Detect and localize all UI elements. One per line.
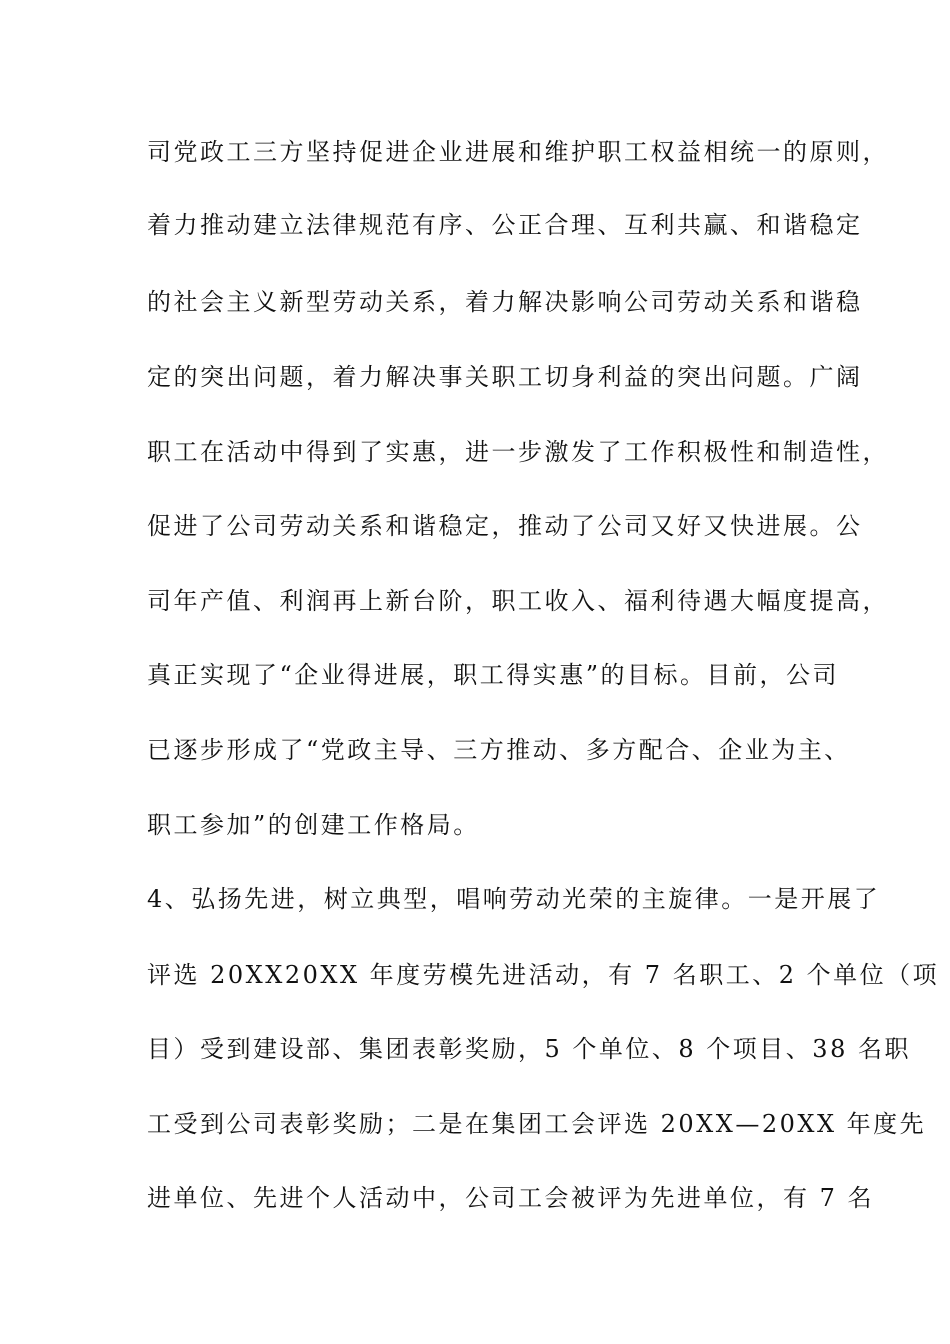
text-line: 职工参加”的创建工作格局。 bbox=[147, 811, 480, 839]
text-line: 工受到公司表彰奖励；二是在集团工会评选 20XX—20XX 年度先 bbox=[147, 1110, 927, 1138]
text-line: 司党政工三方坚持促进企业进展和维护职工权益相统一的原则， bbox=[147, 138, 889, 166]
text-line: 着力推动建立法律规范有序、公正合理、互利共赢、和谐稳定 bbox=[147, 211, 863, 239]
text-line: 真正实现了“企业得进展，职工得实惠”的目标。目前，公司 bbox=[147, 661, 840, 689]
text-line: 促进了公司劳动关系和谐稳定，推动了公司又好又快进展。公 bbox=[147, 512, 863, 540]
text-line: 已逐步形成了“党政主导、三方推动、多方配合、企业为主、 bbox=[147, 736, 851, 764]
text-line: 目）受到建设部、集团表彰奖励，5 个单位、8 个项目、38 名职 bbox=[147, 1035, 911, 1063]
text-line: 职工在活动中得到了实惠，进一步激发了工作积极性和制造性， bbox=[147, 438, 889, 466]
section-heading-line: 4、弘扬先进，树立典型，唱响劳动光荣的主旋律。一是开展了 bbox=[147, 885, 881, 913]
text-line: 司年产值、利润再上新台阶，职工收入、福利待遇大幅度提高， bbox=[147, 587, 889, 615]
text-line: 定的突出问题，着力解决事关职工切身利益的突出问题。广阔 bbox=[147, 363, 863, 391]
text-line: 评选 20XX20XX 年度劳模先进活动，有 7 名职工、2 个单位（项 bbox=[147, 961, 940, 989]
text-line: 进单位、先进个人活动中，公司工会被评为先进单位，有 7 名 bbox=[147, 1184, 875, 1212]
text-line: 的社会主义新型劳动关系，着力解决影响公司劳动关系和谐稳 bbox=[147, 288, 863, 316]
